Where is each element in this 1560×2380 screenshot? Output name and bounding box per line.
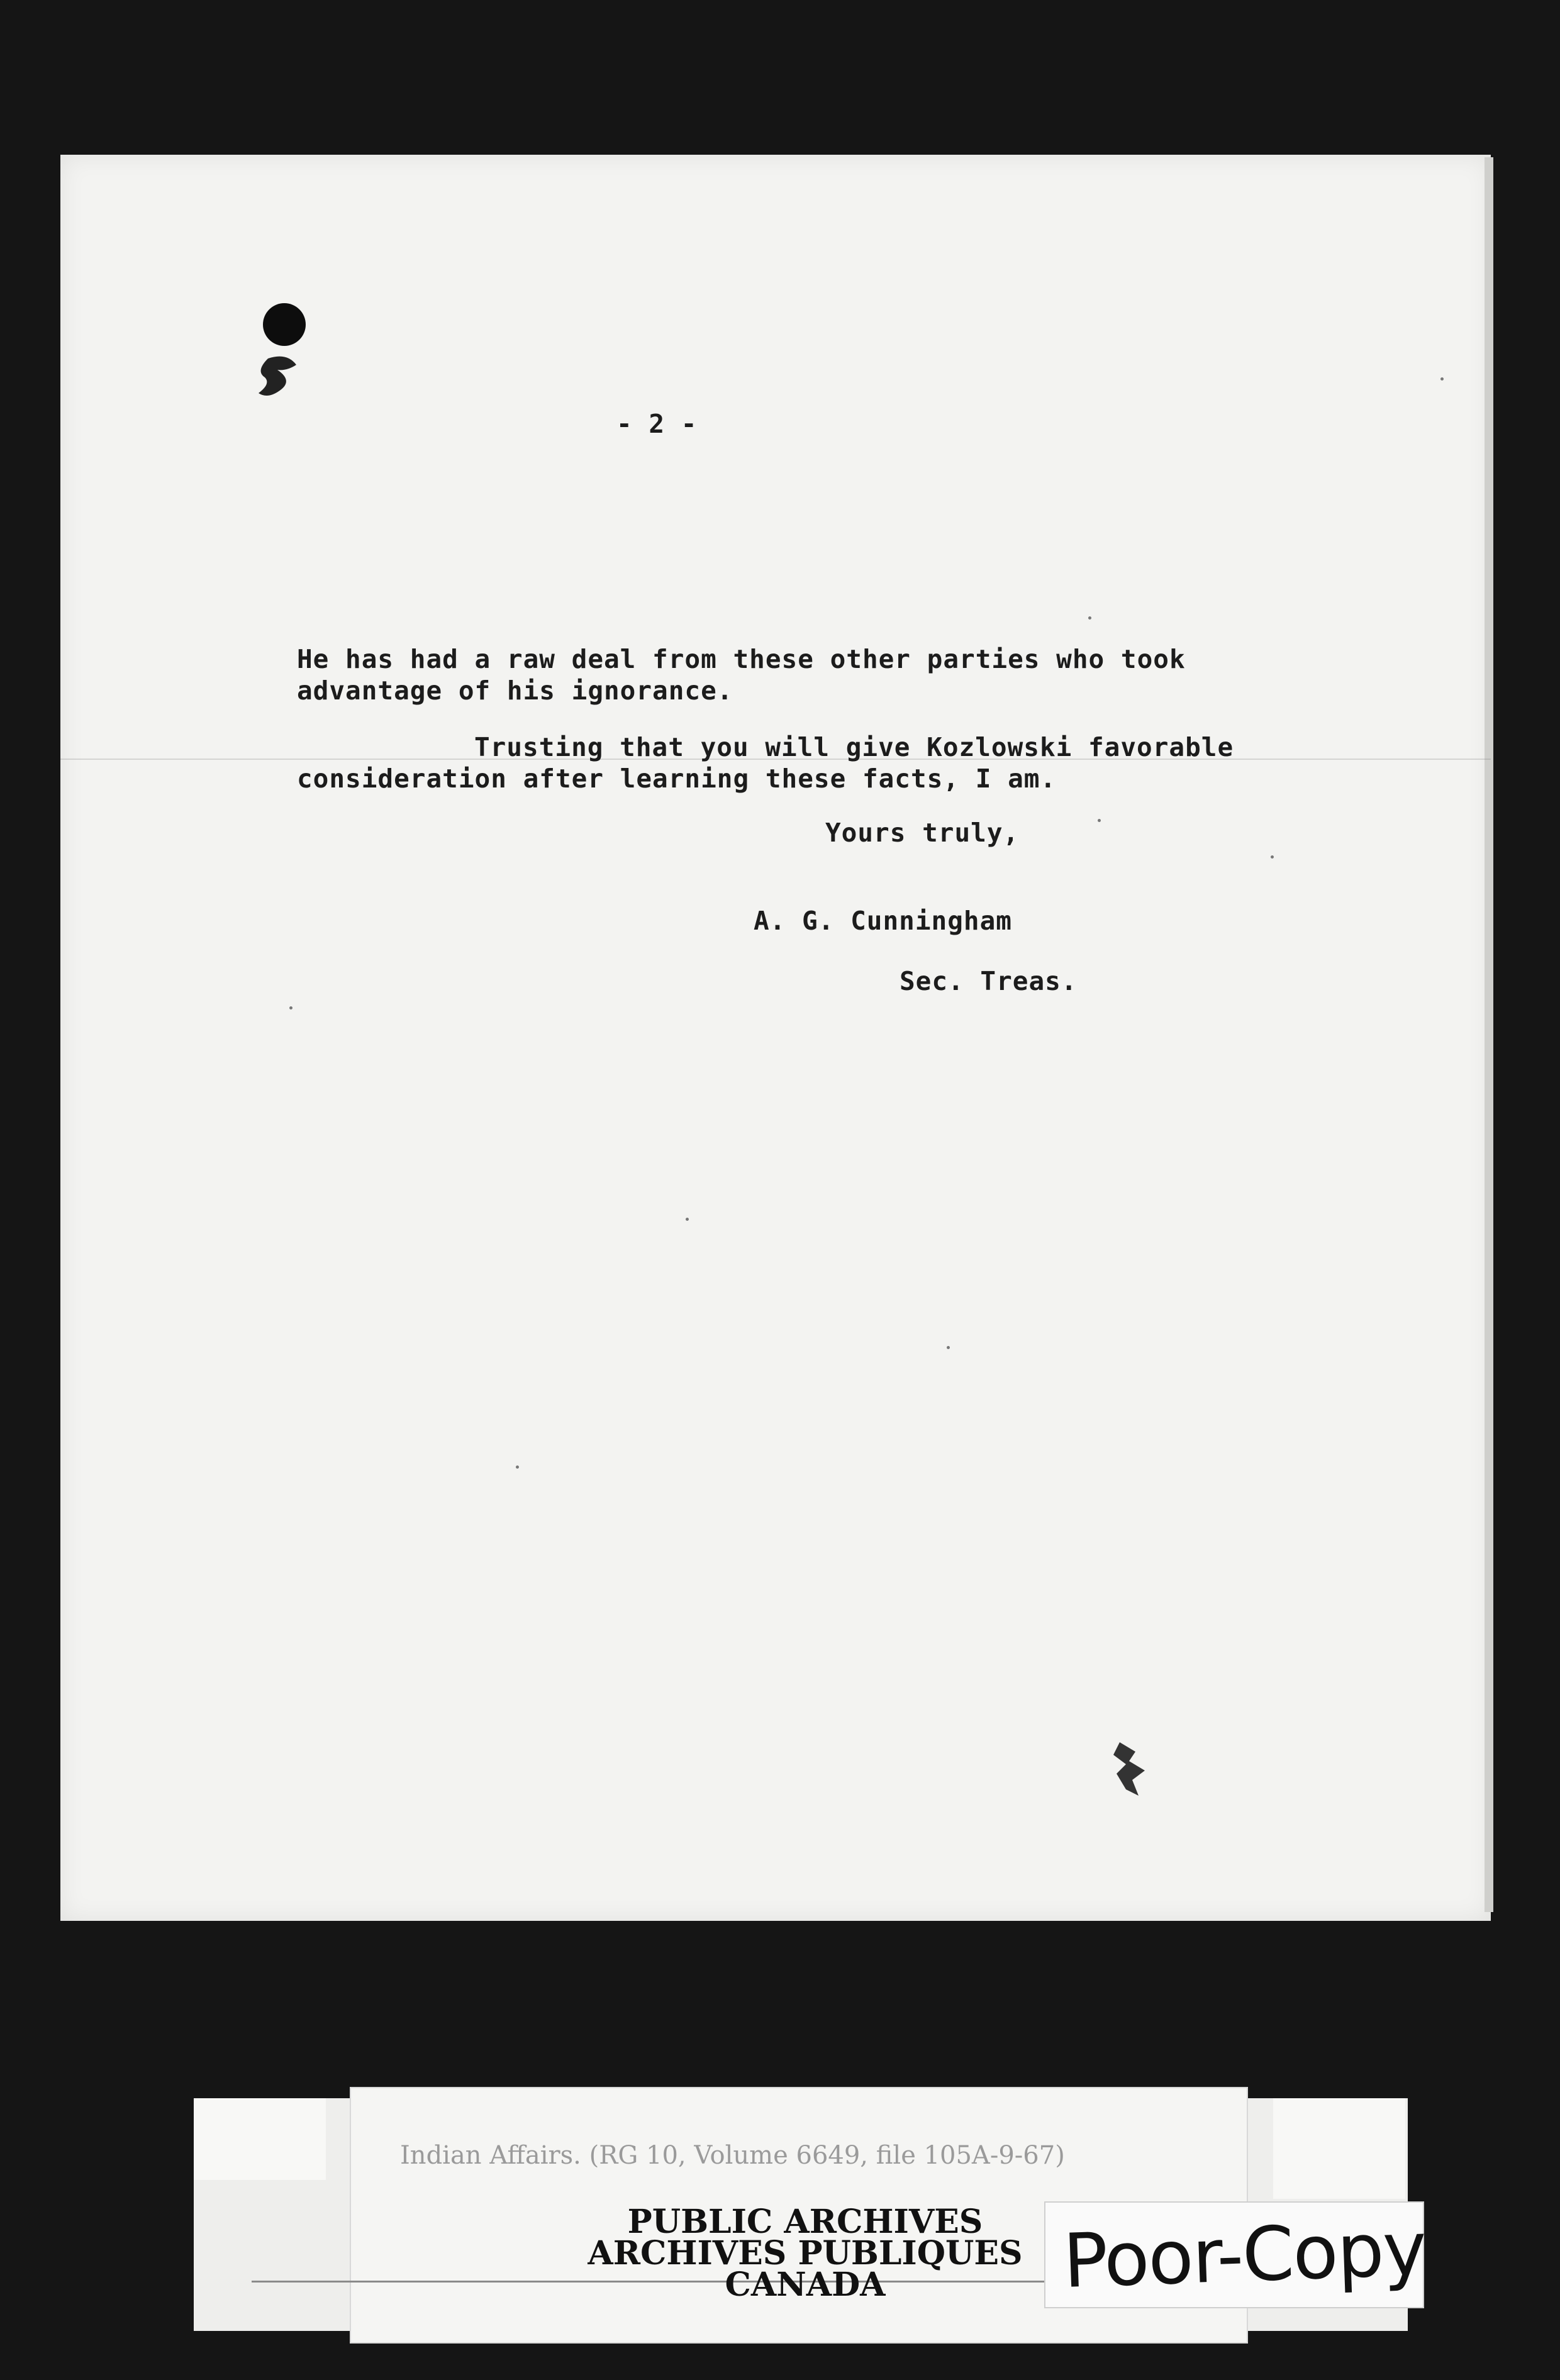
archive-reference: Indian Affairs. (RG 10, Volume 6649, file 105A-9-67): [400, 2141, 1065, 2170]
paragraph-1-line-1: He has had a raw deal from these other parties who took: [297, 644, 1186, 674]
signer-name: A. G. Cunningham: [754, 906, 1012, 936]
archive-stamp: [566, 2203, 1044, 2304]
smudge-icon: [249, 352, 318, 409]
archive-label-tab-left: [194, 2098, 326, 2180]
page-edge: [1485, 157, 1493, 1912]
quality-note: Poor-Copy: [1061, 2205, 1427, 2305]
archive-label-tab-right: [1273, 2098, 1405, 2199]
archive-stamp-line-1: PUBLIC ARCHIVES: [627, 2203, 983, 2241]
paragraph-2-line-2: consideration after learning these facts, I am.: [297, 764, 1057, 794]
letter-page: [60, 155, 1491, 1921]
paragraph-2-line-1: Trusting that you will give Kozlowski favorable: [474, 732, 1234, 762]
closing: Yours truly,: [825, 818, 1020, 848]
ink-blot-icon: [1107, 1736, 1157, 1805]
hole-punch-icon: [263, 303, 306, 346]
paragraph-1-line-2: advantage of his ignorance.: [297, 676, 733, 706]
page-number: - 2 -: [616, 409, 698, 439]
archive-stamp-line-3: CANADA: [725, 2266, 886, 2304]
archive-stamp-line-2: ARCHIVES PUBLIQUES: [588, 2234, 1023, 2272]
signer-title: Sec. Treas.: [900, 966, 1078, 996]
